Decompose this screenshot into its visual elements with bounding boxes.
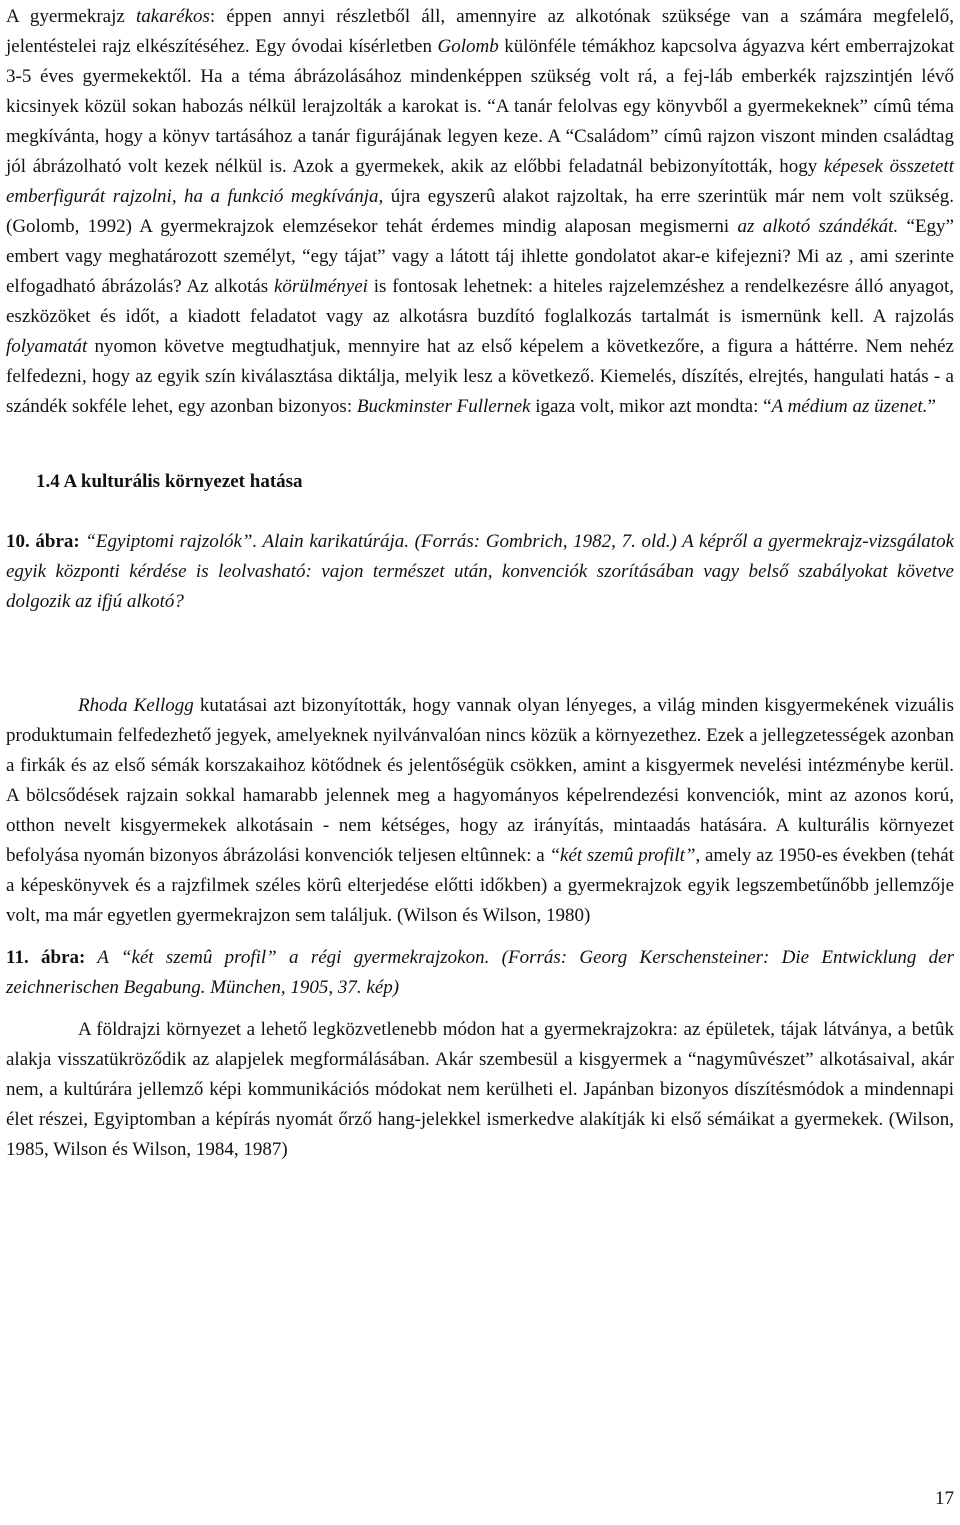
paragraph-foldrajzi: A földrajzi környezet a lehető legközvetlenebb módon hat a gyermekrajzokra: az épületek, tájak látványa, a betûk alakja visszatükröződik az alapjelek megformálásában. Akár szembesül a kisgyermek a “nagymûvészet” alkotásaival, akár nem, a kultúrára jellemző képi kommunikációs módokat nem kerülheti el. Japánban bizonyos díszítésmódok a mindennapi élet részei, Egyiptomban a képírás nyomát őrző hang-jelekkel ismerkedve alakítják ki első sémáikat a gyermekek. (Wilson, 1985, Wilson és Wilson, 1984, 1987) bbox=[6, 1019, 954, 1160]
text-span: igaza volt, mikor azt mondta: “ bbox=[530, 396, 772, 417]
page-number: 17 bbox=[935, 1488, 954, 1509]
figure-caption-11 bbox=[6, 943, 954, 1003]
text-span-italic: Rhoda Kellogg bbox=[78, 695, 194, 716]
text-span: is fontosak lehetnek: a hiteles rajzelemzéshez a rendelkezésre álló anyagot, eszközöket és időt, a kiadott feladatot vagy az alkotásra buzdító foglalkozás tartalmát is ismernünk kell. A rajzolás bbox=[6, 276, 954, 327]
text-span: nyomon követve megtudhatjuk, mennyire hat az első képelem a következőre, a figura a háttérre. Nem nehéz felfedezni, hogy az egyik szín kiválasztása diktálja, melyik lesz a következő. Kiemelés, díszítés, elrejtés, hangulati hatás - a szándék sokféle lehet, egy azonban bizonyos: bbox=[6, 336, 954, 417]
text-span-italic: képesek összetett emberfigurát rajzolni, ha a funkció megkívánja, bbox=[6, 156, 954, 207]
paragraph-kellogg bbox=[6, 691, 954, 931]
text-span: , amely az 1950-es években (tehát a képeskönyvek és a rajzfilmek széles körû elterjedése előtti időkben) a gyermekrajzok egyik legszembetűnőbb jellemzője volt, ma már egyetlen gyermekrajzon sem találjuk. (Wilson és Wilson, 1980) bbox=[6, 845, 954, 926]
figure-caption-text: A “két szemû profil” a régi gyermekrajzokon. (Forrás: Georg Kerschensteiner: Die Entwicklung der zeichnerischen Begabung. München, 1905, 37. kép) bbox=[6, 947, 955, 998]
text-span: kutatásai azt bizonyították, hogy vannak olyan lényeges, a világ minden kisgyermekének vizuális produktumain felfedezhető jegyek, amelyeknek nyilvánvalóan nincs közük a környezethez. Ezek a jellegzetességek azonban a firkák és az első sémák korszakaihoz kötődnek és jelentőségük csökken, amint a kisgyermek nevelési intézménybe kerül. A bölcsődések rajzain sokkal hamarabb jelennek meg a hagyományos képelrendezési konvenciók, mint az azonos korú, otthon nevelt kisgyermekek alkotásain - nem kétséges, hogy az irányítás, mintaadás hatására. A kulturális környezet befolyása nyomán bizonyos ábrázolási konvenciók teljesen eltûnnek: a bbox=[6, 695, 954, 866]
document-page bbox=[6, 0, 954, 1165]
text-span-italic: takarékos bbox=[136, 6, 210, 27]
text-span: “Egy” embert vagy meghatározott személyt, “egy tájat” vagy a látott táj ihlette gondolatot akar-e kifejezni? Mi az , ami szerinte elfogadható ábrázolás? Az alkotás bbox=[6, 216, 954, 297]
text-span: A gyermekrajz bbox=[6, 6, 136, 27]
figure-caption-text: “Egyiptomi rajzolók”. Alain karikatúrája. (Forrás: Gombrich, 1982, 7. old.) A képről a gyermekrajz-vizsgálatok egyik központi kérdése is leolvasható: vajon természet után, konvenciók szorításában vagy belső szabályokat követve dolgozik az ifjú alkotó? bbox=[6, 531, 955, 612]
text-span: újra egyszerû alakot rajzoltak, ha erre szerintük már nem volt szükség. (Golomb, 1992) A gyermekrajzok elemzésekor tehát érdemes mindig alaposan megismerni bbox=[6, 186, 954, 237]
figure-label: 10. ábra: bbox=[6, 531, 80, 552]
text-span: : éppen annyi részletből áll, amennyire az alkotónak szüksége van a számára megfelelő, jelentéstelei rajz elkészítéséhez. Egy óvodai kísérletben bbox=[6, 6, 954, 57]
figure-label: 11. ábra: bbox=[6, 947, 86, 968]
text-span-italic: körülményei bbox=[274, 276, 368, 297]
text-span-italic: “két szemû profilt” bbox=[549, 845, 696, 866]
section-heading: 1.4 A kulturális környezet hatása bbox=[36, 471, 303, 492]
paragraph-takarekos bbox=[6, 2, 954, 422]
figure-caption-10 bbox=[6, 527, 954, 617]
text-span-italic: Buckminster Fullernek bbox=[356, 396, 531, 417]
text-span-italic: az alkotó szándékát. bbox=[737, 216, 899, 237]
text-span: ” bbox=[927, 396, 936, 417]
text-span: különféle témákhoz kapcsolva ágyazva kért emberrajzokat 3-5 éves gyermekektől. Ha a téma ábrázolásához mindenképpen szükség volt rá, a fej-láb emberkék rajzszintjén lévő kicsinyek közül sokan habozás nélkül lerajzolták a karokat is. “A tanár felolvas egy könyvből a gyermekeknek” címû téma megkívánta, hogy a könyv tartásához a tanár figurájának legyen keze. A “Családom” címû rajzon viszont minden családtag jól ábrázolható volt kezek nélkül is. Azok a gyermekek, akik az előbbi feladatnál bebizonyították, hogy bbox=[6, 36, 954, 177]
text-span-italic: Golomb bbox=[437, 36, 499, 57]
text-span-italic: A médium az üzenet. bbox=[771, 396, 928, 417]
text-span-italic: folyamatát bbox=[6, 336, 88, 357]
